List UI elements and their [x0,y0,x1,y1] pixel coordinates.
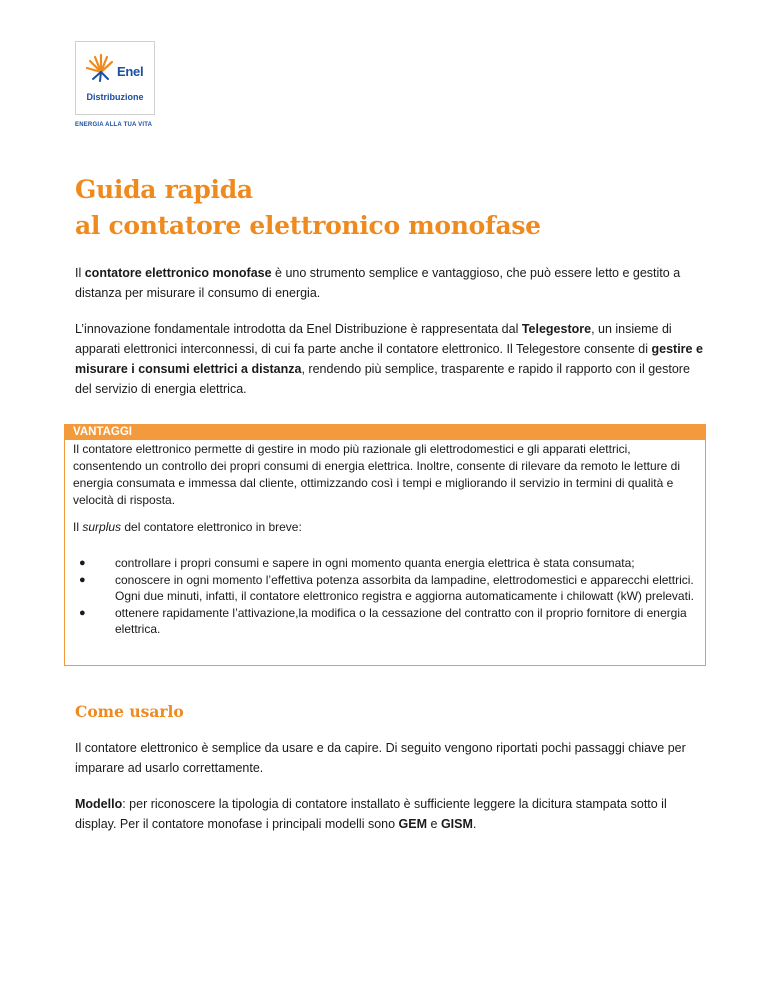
bold-term: contatore elettronico monofase [84,266,272,280]
enel-sun-icon [84,52,118,82]
logo-subtitle: Distribuzione [86,92,144,102]
enel-logo [75,41,155,115]
intro-paragraph-2 [75,319,705,399]
section-heading-come-usarlo: Come usarlo [75,702,184,721]
italic-term: surplus [82,520,122,534]
text-run: è uno strumento semplice e vantaggioso, che può essere letto e gestito a distanza per misurare il consumo di energia. [75,266,681,300]
vantaggi-heading: VANTAGGI [65,425,705,440]
bullet-icon: ● [79,557,86,569]
text-run: L’innovazione fondamentale introdotta da Enel Distribuzione è rappresentata dal [75,322,522,336]
title-line-1: Guida rapida [75,175,253,204]
bold-term: Modello [75,797,123,811]
text-run: del contatore elettronico in breve: [121,520,302,534]
list-item-text: ottenere rapidamente l’attivazione,la modifica o la cessazione del contratto con il proprio fornitore di energia elettrica. [115,606,687,636]
model-name: GEM [398,817,428,831]
list-item-text: controllare i propri consumi e sapere in ogni momento quanta energia elettrica è stata consumata; [115,556,635,570]
page-title [75,172,541,244]
text-run: : per riconoscere la tipologia di contatore installato è sufficiente leggere la dicitura stampata sotto il display. Per il contatore monofase i principali modelli sono [75,797,667,831]
text-run: e [427,817,441,831]
list-item [73,605,699,637]
surplus-intro [73,519,699,536]
bullet-icon: ● [79,607,86,619]
list-item-text: conoscere in ogni momento l’effettiva potenza assorbita da lampadine, elettrodomestici e apparecchi elettrici. Ogni due minuti, infatti, il contatore elettronico registra e aggiorna automaticamente i chilowatt (kW) prelevati. [115,573,694,603]
text-run: . [472,817,477,831]
vantaggi-box [64,424,706,666]
list-item [73,572,699,604]
usage-paragraph-modello [75,794,705,834]
logo-tagline: ENERGIA ALLA TUA VITA [75,122,153,128]
model-name: GISM [440,817,473,831]
text-run: Il [73,520,83,534]
usage-paragraph-1: Il contatore elettronico è semplice da usare e da capire. Di seguito vengono riportati pochi passaggi chiave per imparare ad usarlo correttamente. [75,741,686,775]
bullet-icon: ● [79,574,86,586]
title-line-2: al contatore elettronico monofase [75,211,541,240]
list-item [73,555,699,571]
bold-term: gestire e misurare i consumi elettrici a distanza [75,342,703,376]
text-run: , rendendo più semplice, trasparente e rapido il rapporto con il gestore del servizio di energia elettrica. [75,362,690,396]
text-run: Il [75,266,85,280]
bold-term: Telegestore [521,322,592,336]
text-run: , un insieme di apparati elettronici interconnessi, di cui fa parte anche il contatore elettronico. Il Telegestore consente di [75,322,672,356]
vantaggi-text: Il contatore elettronico permette di gestire in modo più razionale gli elettrodomestici e gli apparati elettrici, consentendo un controllo dei propri consumi di energia elettrica. Inoltre, consente di rilevare da remoto le letture di energia consumata e immessa dal cliente, ottimizzando così i tempi e migliorando il servizio in termini di qualità e velocità di risposta. [73,442,681,507]
intro-paragraph-1 [75,263,705,303]
surplus-list [73,555,699,638]
logo-brand-text: Enel [117,64,144,79]
